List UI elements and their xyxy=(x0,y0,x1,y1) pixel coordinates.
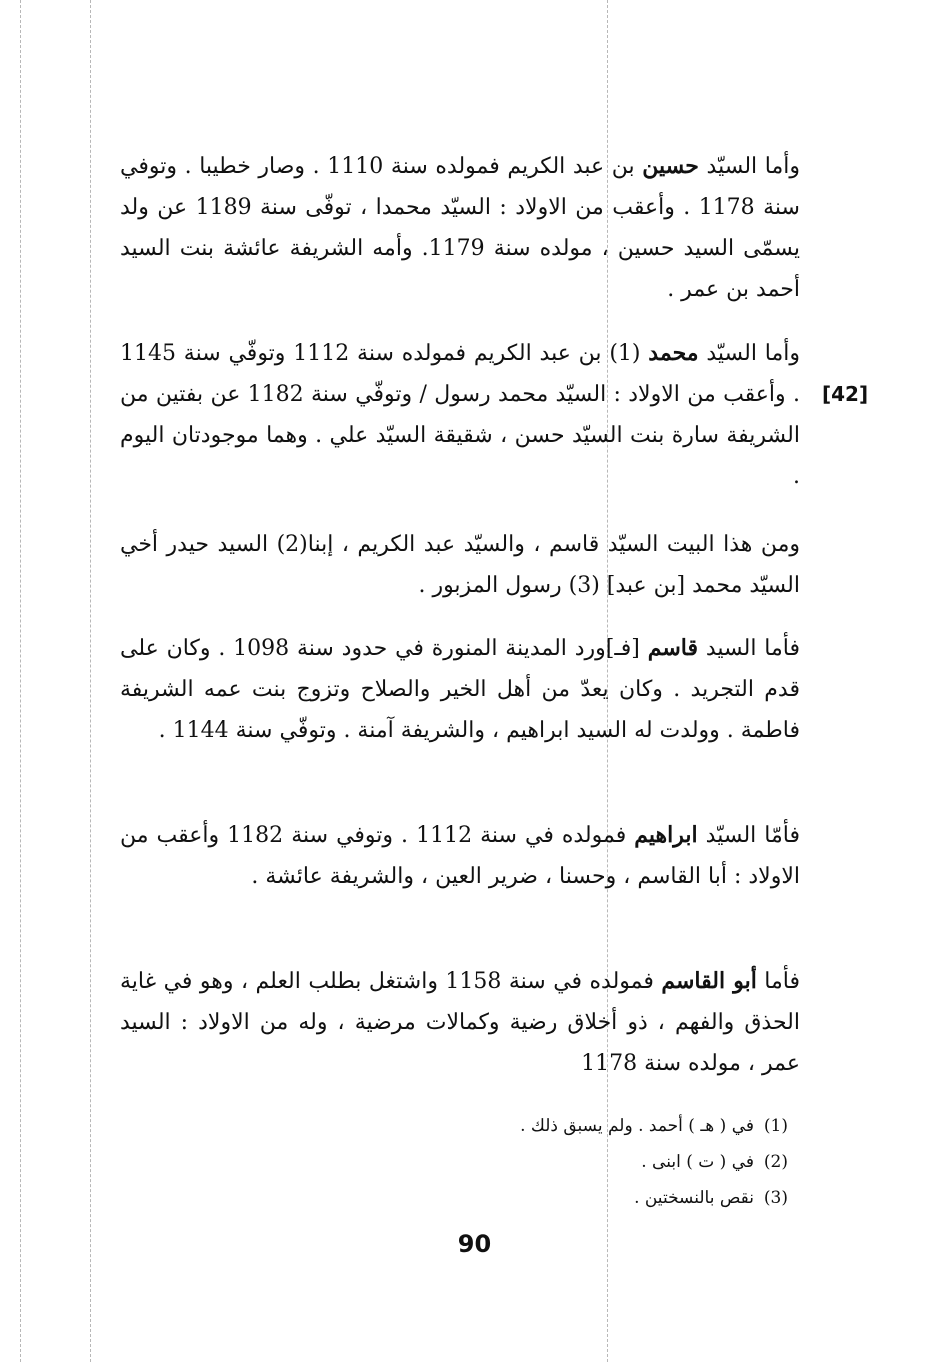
paragraph-muhammad: وأما السيّد محمد (1) بن عبد الكريم فمولده سنة 1112 وتوفّي سنة 1145 . وأعقب من الاولاد : السيّد محمد رسول / وتوفّي سنة 1182 عن بفتين من الشريفة سارة بنت السيّد حسن ، شقيقة السيّد علي . وهما موجودتان اليوم . xyxy=(120,340,801,489)
footnote: (3)نقص بالنسختين . xyxy=(634,1188,788,1208)
paragraph-qasim: فأما السيد قاسم [فـ]ورد المدينة المنورة في حدود سنة 1098 . وكان على قدم التجريد . وكان يعدّ من أهل الخير والصلاح وتزوج بنت عمه الشريفة فاطمة . وولدت له السيد ابراهيم ، والشريفة آمنة . وتوفّي سنة 1144 . xyxy=(120,635,800,743)
paragraph-ibrahim: فأمّا السيّد ابراهيم فمولده في سنة 1112 . وتوفي سنة 1182 وأعقب من الاولاد : أبا القاسم ، وحسنا ، ضرير العين ، والشريفة عائشة . xyxy=(120,822,800,889)
footnotes xyxy=(400,1108,788,1216)
footnote: (1)في ( هـ ) أحمد . ولم يسبق ذلك . xyxy=(520,1116,788,1136)
scan-fold-line xyxy=(20,0,21,1362)
scan-fold-line xyxy=(90,0,91,1362)
margin-page-reference: [42] xyxy=(822,382,869,406)
page-number: 90 xyxy=(457,1230,492,1258)
paragraph-husayn: وأما السيّد حسين بن عبد الكريم فمولده سنة 1110 . وصار خطيبا . وتوفي سنة 1178 . وأعقب من الاولاد : السيّد محمدا ، توفّى سنة 1189 عن ولد يسمّى السيد حسين ، مولده سنة 1179. وأمه الشريفة عائشة بنت السيد أحمد بن عمر . xyxy=(120,153,800,302)
paragraph-house: ومن هذا البيت السيّد قاسم ، والسيّد عبد الكريم ، إبنا(2) السيد حيدر أخي السيّد محمد [بن عبد] (3) رسول المزبور . xyxy=(120,532,800,598)
footnote: (2)في ( ت ) ابنى . xyxy=(641,1152,788,1172)
paragraph-abu-alqasim: فأما أبو القاسم فمولده في سنة 1158 واشتغل بطلب العلم ، وهو في غاية الحذق والفهم ، ذو أخلاق رضية وكمالات مرضية ، وله من الاولاد : السيد عمر ، مولده سنة 1178 xyxy=(120,968,800,1076)
